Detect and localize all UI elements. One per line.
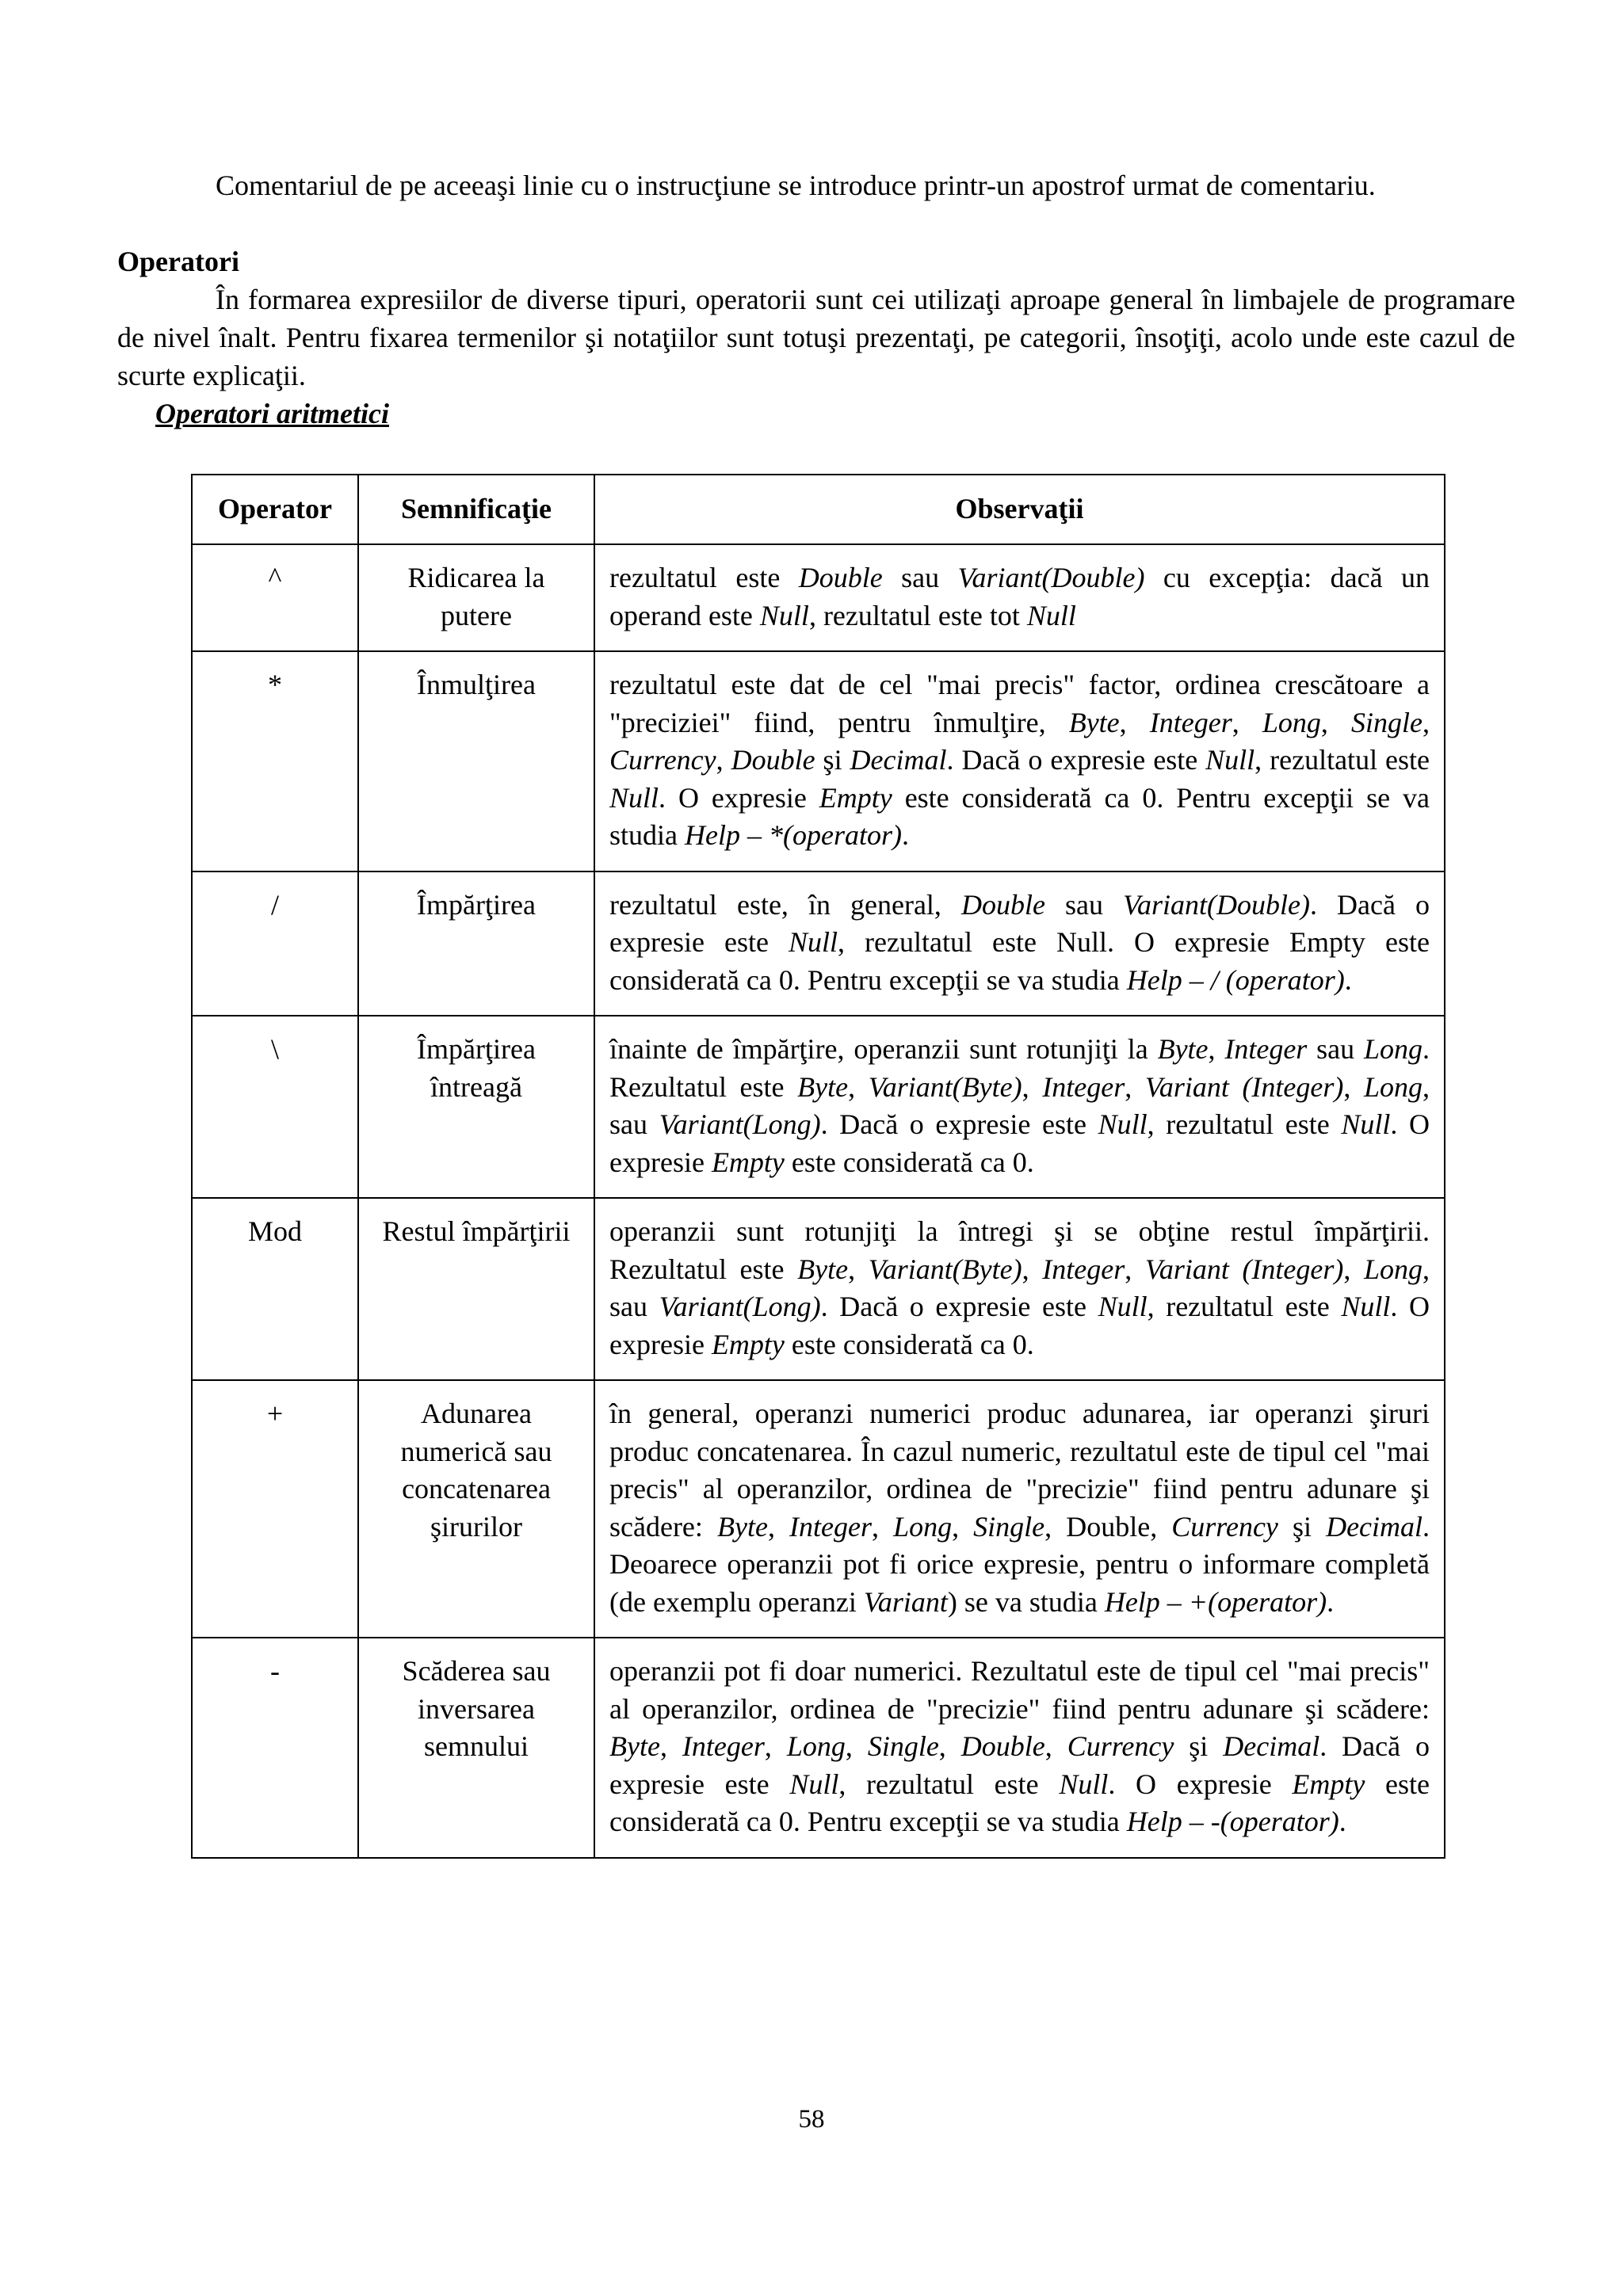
table-header-row bbox=[192, 475, 1445, 544]
meaning-cell: Restul împărţirii bbox=[358, 1198, 594, 1380]
table-row bbox=[192, 544, 1445, 651]
meaning-cell: Ridicarea la putere bbox=[358, 544, 594, 651]
meaning-cell: Adunarea numerică sau concatenarea şirurilor bbox=[358, 1380, 594, 1638]
subsection-heading: Operatori aritmetici bbox=[155, 398, 389, 429]
meaning-cell: Împărţirea întreagă bbox=[358, 1016, 594, 1198]
meaning-cell: Împărţirea bbox=[358, 871, 594, 1016]
notes-cell: operanzii pot fi doar numerici. Rezultatul este de tipul cel "mai precis" al operanzilor, ordinea de "precizie" fiind pentru adunare şi scădere: Byte, Integer, Long, Single, Double, Currency şi Decimal. Dacă o expresie este Null, rezultatul este Null. O expresie Empty este considerată ca 0. Pentru excepţii se va studia Help – -(operator). bbox=[594, 1638, 1445, 1858]
notes-cell: operanzii sunt rotunjiţi la întregi şi se obţine restul împărţirii. Rezultatul este Byte, Variant(Byte), Integer, Variant (Integer), Long, sau Variant(Long). Dacă o expresie este Null, rezultatul este Null. O expresie Empty este considerată ca 0. bbox=[594, 1198, 1445, 1380]
comment-paragraph: Comentariul de pe aceeaşi linie cu o instrucţiune se introduce printr-un apostrof urmat de comentariu. bbox=[216, 170, 1376, 201]
operator-cell: ^ bbox=[192, 544, 358, 651]
arithmetic-operators-table bbox=[191, 474, 1445, 1859]
header-meaning: Semnificaţie bbox=[358, 475, 594, 544]
header-operator: Operator bbox=[192, 475, 358, 544]
notes-cell: în general, operanzi numerici produc adunarea, iar operanzi şiruri produc concatenarea. În cazul numeric, rezultatul este de tipul cel "mai precis" al operanzilor, ordinea de "precizie" fiind pentru adunare şi scădere: Byte, Integer, Long, Single, Double, Currency şi Decimal. Deoarece operanzii pot fi orice expresie, pentru o informare completă (de exemplu operanzi Variant) se va studia Help – +(operator). bbox=[594, 1380, 1445, 1638]
operator-cell: - bbox=[192, 1638, 358, 1858]
notes-cell: rezultatul este, în general, Double sau Variant(Double). Dacă o expresie este Null, rezultatul este Null. O expresie Empty este considerată ca 0. Pentru excepţii se va studia Help – / (operator). bbox=[594, 871, 1445, 1016]
notes-cell: rezultatul este Double sau Variant(Double) cu excepţia: dacă un operand este Null, rezultatul este tot Null bbox=[594, 544, 1445, 651]
meaning-cell: Scăderea sau inversarea semnului bbox=[358, 1638, 594, 1858]
table-row bbox=[192, 871, 1445, 1016]
page-content bbox=[117, 166, 1515, 433]
page-number: 58 bbox=[798, 2105, 825, 2134]
notes-cell: rezultatul este dat de cel "mai precis" factor, ordinea crescătoare a "preciziei" fiind, pentru înmulţire, Byte, Integer, Long, Single, Currency, Double şi Decimal. Dacă o expresie este Null, rezultatul este Null. O expresie Empty este considerată ca 0. Pentru excepţii se va studia Help – *(operator). bbox=[594, 651, 1445, 871]
operator-cell: * bbox=[192, 651, 358, 871]
notes-cell: înainte de împărţire, operanzii sunt rotunjiţi la Byte, Integer sau Long. Rezultatul este Byte, Variant(Byte), Integer, Variant (Integer), Long, sau Variant(Long). Dacă o expresie este Null, rezultatul este Null. O expresie Empty este considerată ca 0. bbox=[594, 1016, 1445, 1198]
table-row bbox=[192, 1016, 1445, 1198]
table-row bbox=[192, 1638, 1445, 1858]
operator-cell: \ bbox=[192, 1016, 358, 1198]
table-row bbox=[192, 1380, 1445, 1638]
table-row bbox=[192, 1198, 1445, 1380]
operator-cell: Mod bbox=[192, 1198, 358, 1380]
table-body bbox=[192, 544, 1445, 1858]
section-heading: Operatori bbox=[117, 246, 239, 277]
operator-cell: + bbox=[192, 1380, 358, 1638]
meaning-cell: Înmulţirea bbox=[358, 651, 594, 871]
header-notes: Observaţii bbox=[594, 475, 1445, 544]
table-row bbox=[192, 651, 1445, 871]
section-paragraph: În formarea expresiilor de diverse tipuri, operatorii sunt cei utilizaţi aproape general în limbajele de programare de nivel înalt. Pentru fixarea termenilor şi notaţiilor sunt totuşi prezentaţi, pe categorii, însoţiţi, acolo unde este cazul de scurte explicaţii. bbox=[117, 284, 1515, 391]
operator-cell: / bbox=[192, 871, 358, 1016]
